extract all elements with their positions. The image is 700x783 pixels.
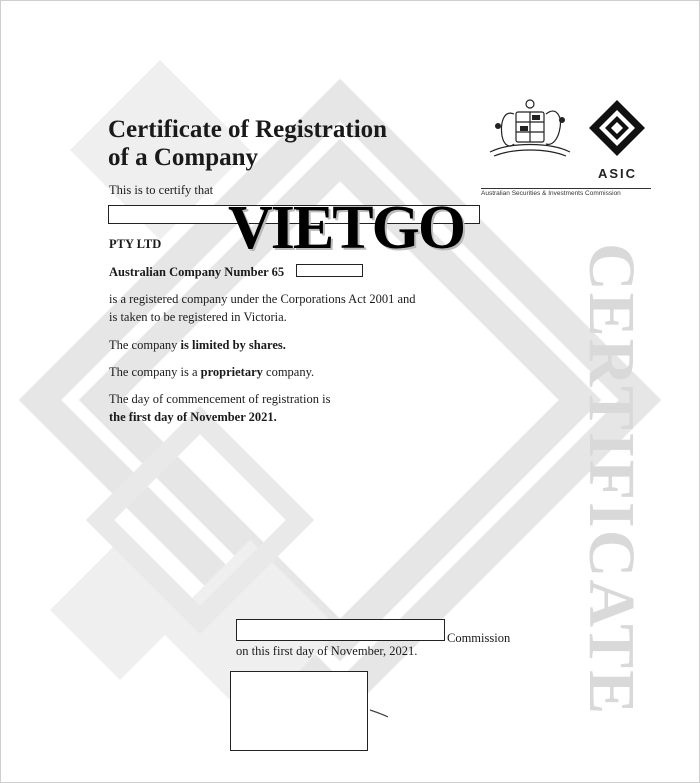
proprietary-bold: proprietary [200, 365, 263, 379]
commencement-line-2: the first day of November 2021. [109, 410, 277, 424]
signature-stroke-icon [368, 706, 392, 720]
commission-word: Commission [447, 631, 511, 645]
page-title [108, 116, 387, 172]
redacted-commissioner-name [236, 619, 445, 641]
coat-of-arms-icon [480, 96, 580, 166]
limited-bold: is limited by shares. [180, 338, 286, 352]
intro-text: This is to certify that [109, 183, 214, 197]
limited-statement [109, 337, 286, 353]
company-suffix: PTY LTD [109, 237, 162, 251]
registered-line-2: is taken to be registered in Victoria. [109, 310, 287, 324]
vietgo-watermark: VIETGO [228, 194, 465, 262]
asic-full-name: Australian Securities & Investments Commission [481, 188, 651, 197]
proprietary-statement [109, 364, 314, 380]
asic-logo-icon [587, 98, 647, 158]
title-line-1: Certificate of Registration [108, 116, 388, 143]
commencement-line-1: The day of commencement of registration is [109, 392, 331, 406]
proprietary-prefix: The company is a [109, 365, 198, 379]
title-line-2: of a Company [108, 144, 259, 171]
limited-prefix: The company [109, 338, 178, 352]
asic-label: ASIC [598, 166, 638, 181]
registered-line-1: is a registered company under the Corporations Act 2001 and [109, 292, 416, 306]
redacted-signature [230, 671, 368, 751]
redacted-acn [296, 264, 363, 277]
proprietary-suffix: company. [266, 365, 315, 379]
acn-label: Australian Company Number 65 [109, 265, 285, 279]
certificate-side-stamp: CERTIFICATE [575, 243, 648, 717]
issued-on-text: on this first day of November, 2021. [236, 644, 418, 658]
